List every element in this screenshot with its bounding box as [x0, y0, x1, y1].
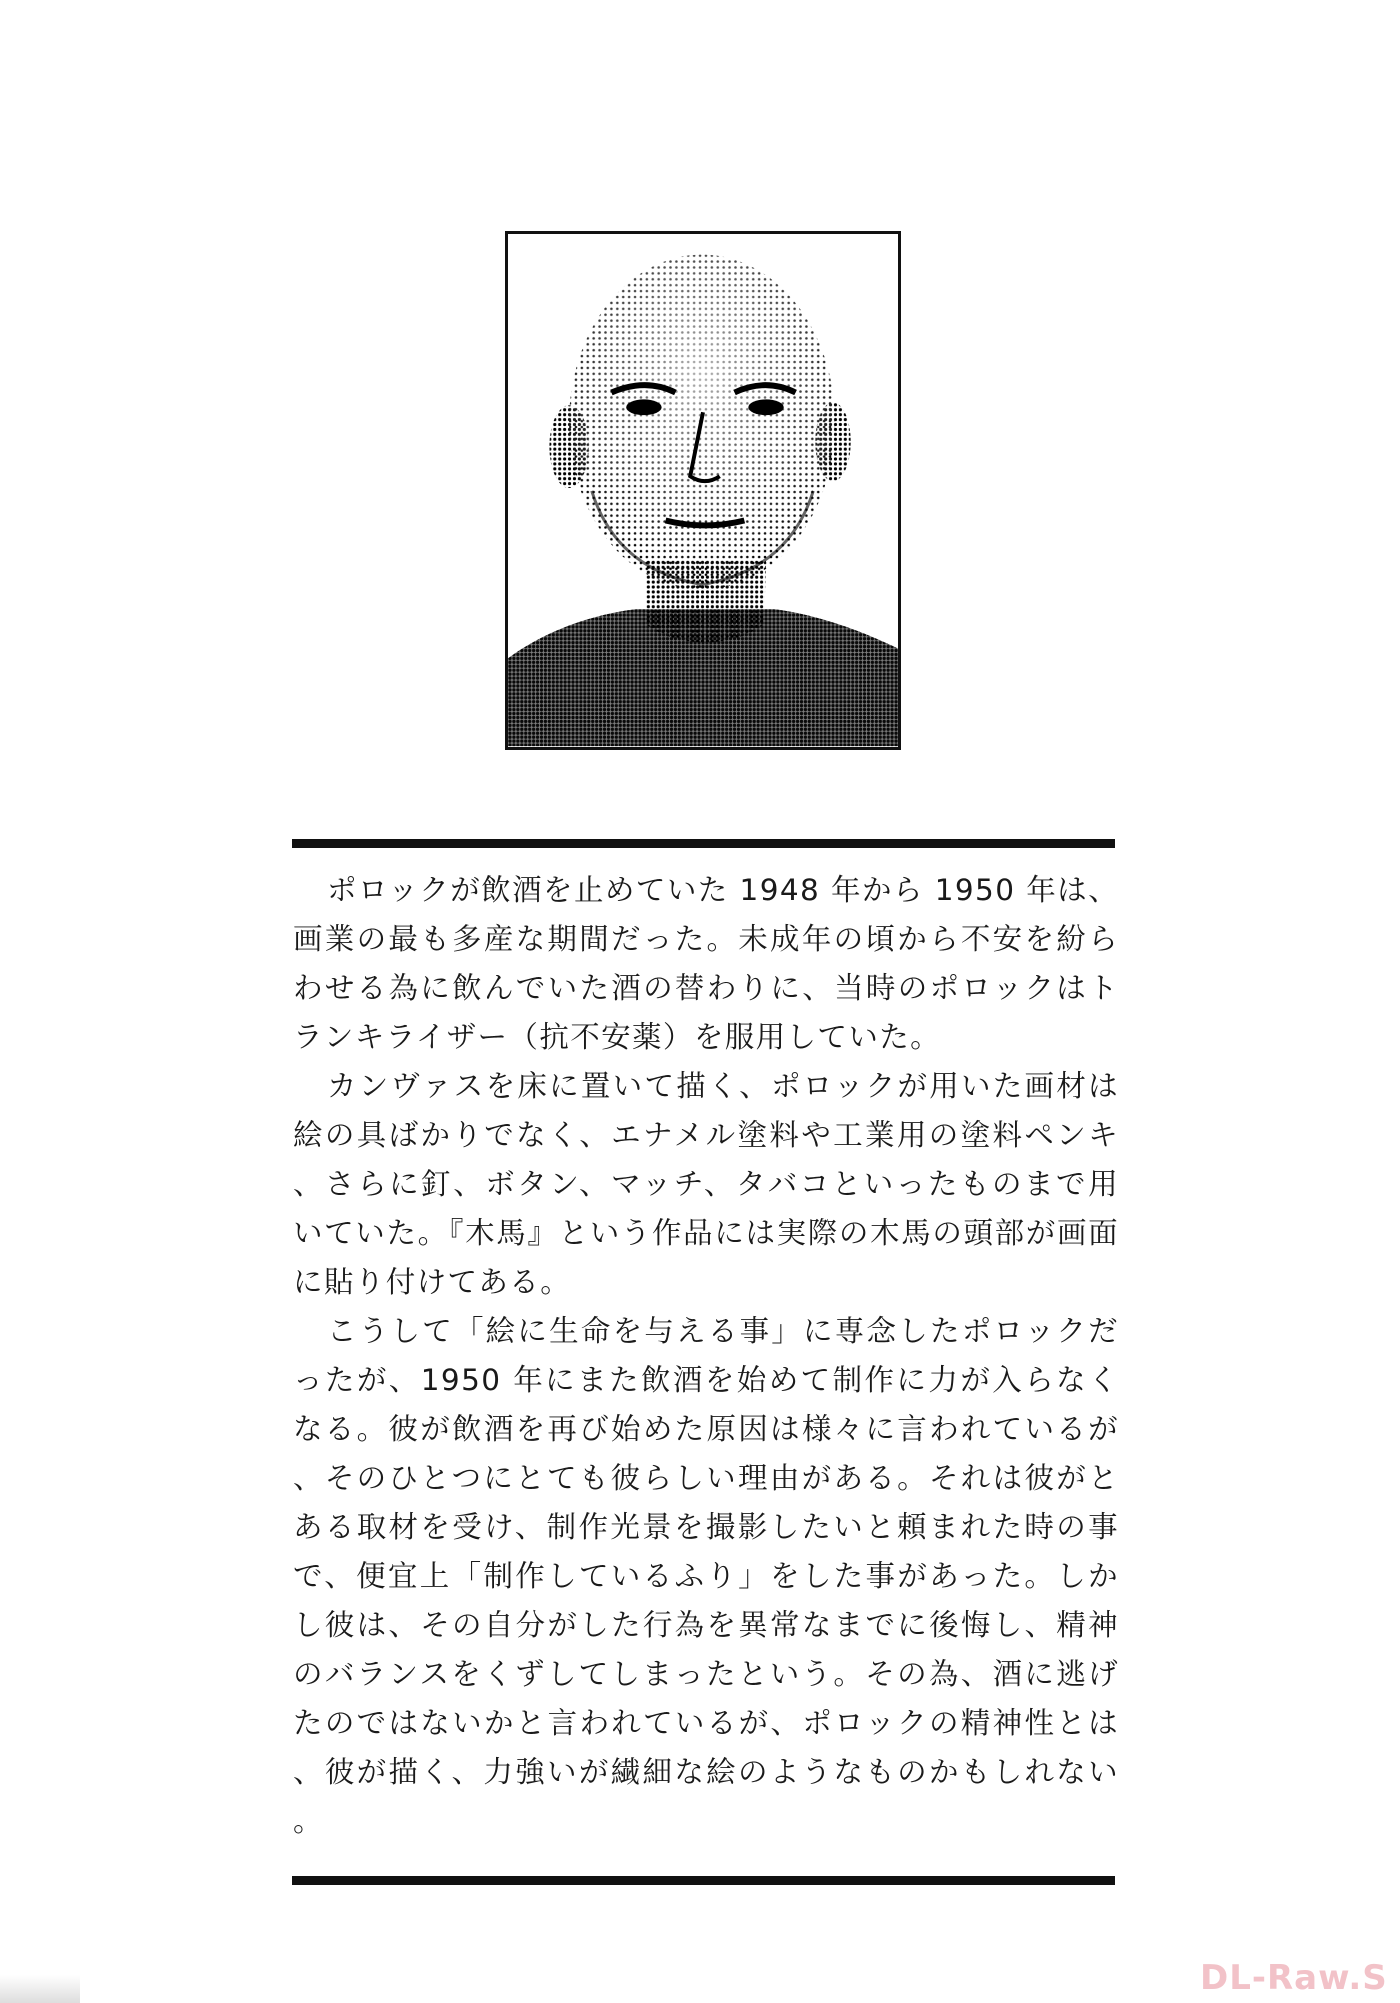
portrait-halftone [508, 234, 898, 747]
watermark-text: DL-Raw.S [1200, 1958, 1388, 1998]
bottom-divider-rule [292, 1876, 1115, 1885]
portrait-photo [505, 231, 901, 750]
paragraph-3: こうして「絵に生命を与える事」に専念したポロックだったが、1950 年にまた飲酒を始めて制作に力が入らなくなる。彼が飲酒を再び始めた原因は様々に言われているが、そのひとつにとても彼らしい理由がある。それは彼がとある取材を受け、制作光景を撮影したいと頼まれた時の事で、便宜上「制作しているふり」をした事があった。しかし彼は、その自分がした行為を異常なまでに後悔し、精神のバランスをくずしてしまったという。その為、酒に逃げたのではないかと言われているが、ポロックの精神性とは、彼が描く、力強いが繊細な絵のようなものかもしれない。 [293, 1314, 1119, 1838]
scan-edge-smudge [0, 1975, 80, 2003]
paragraph-2: カンヴァスを床に置いて描く、ポロックが用いた画材は絵の具ばかりでなく、エナメル塗料や工業用の塗料ペンキ、さらに釘、ボタン、マッチ、タバコといったものまで用いていた。『木馬』という作品には実際の木馬の頭部が画面に貼り付けてある。 [293, 1069, 1119, 1299]
paragraph-1: ポロックが飲酒を止めていた 1948 年から 1950 年は、画業の最も多産な期間だった。未成年の頃から不安を紛らわせる為に飲んでいた酒の替わりに、当時のポロックはトランキライザー（抗不安薬）を服用していた。 [293, 873, 1119, 1054]
article-body [293, 866, 1119, 1846]
top-divider-rule [292, 839, 1115, 848]
